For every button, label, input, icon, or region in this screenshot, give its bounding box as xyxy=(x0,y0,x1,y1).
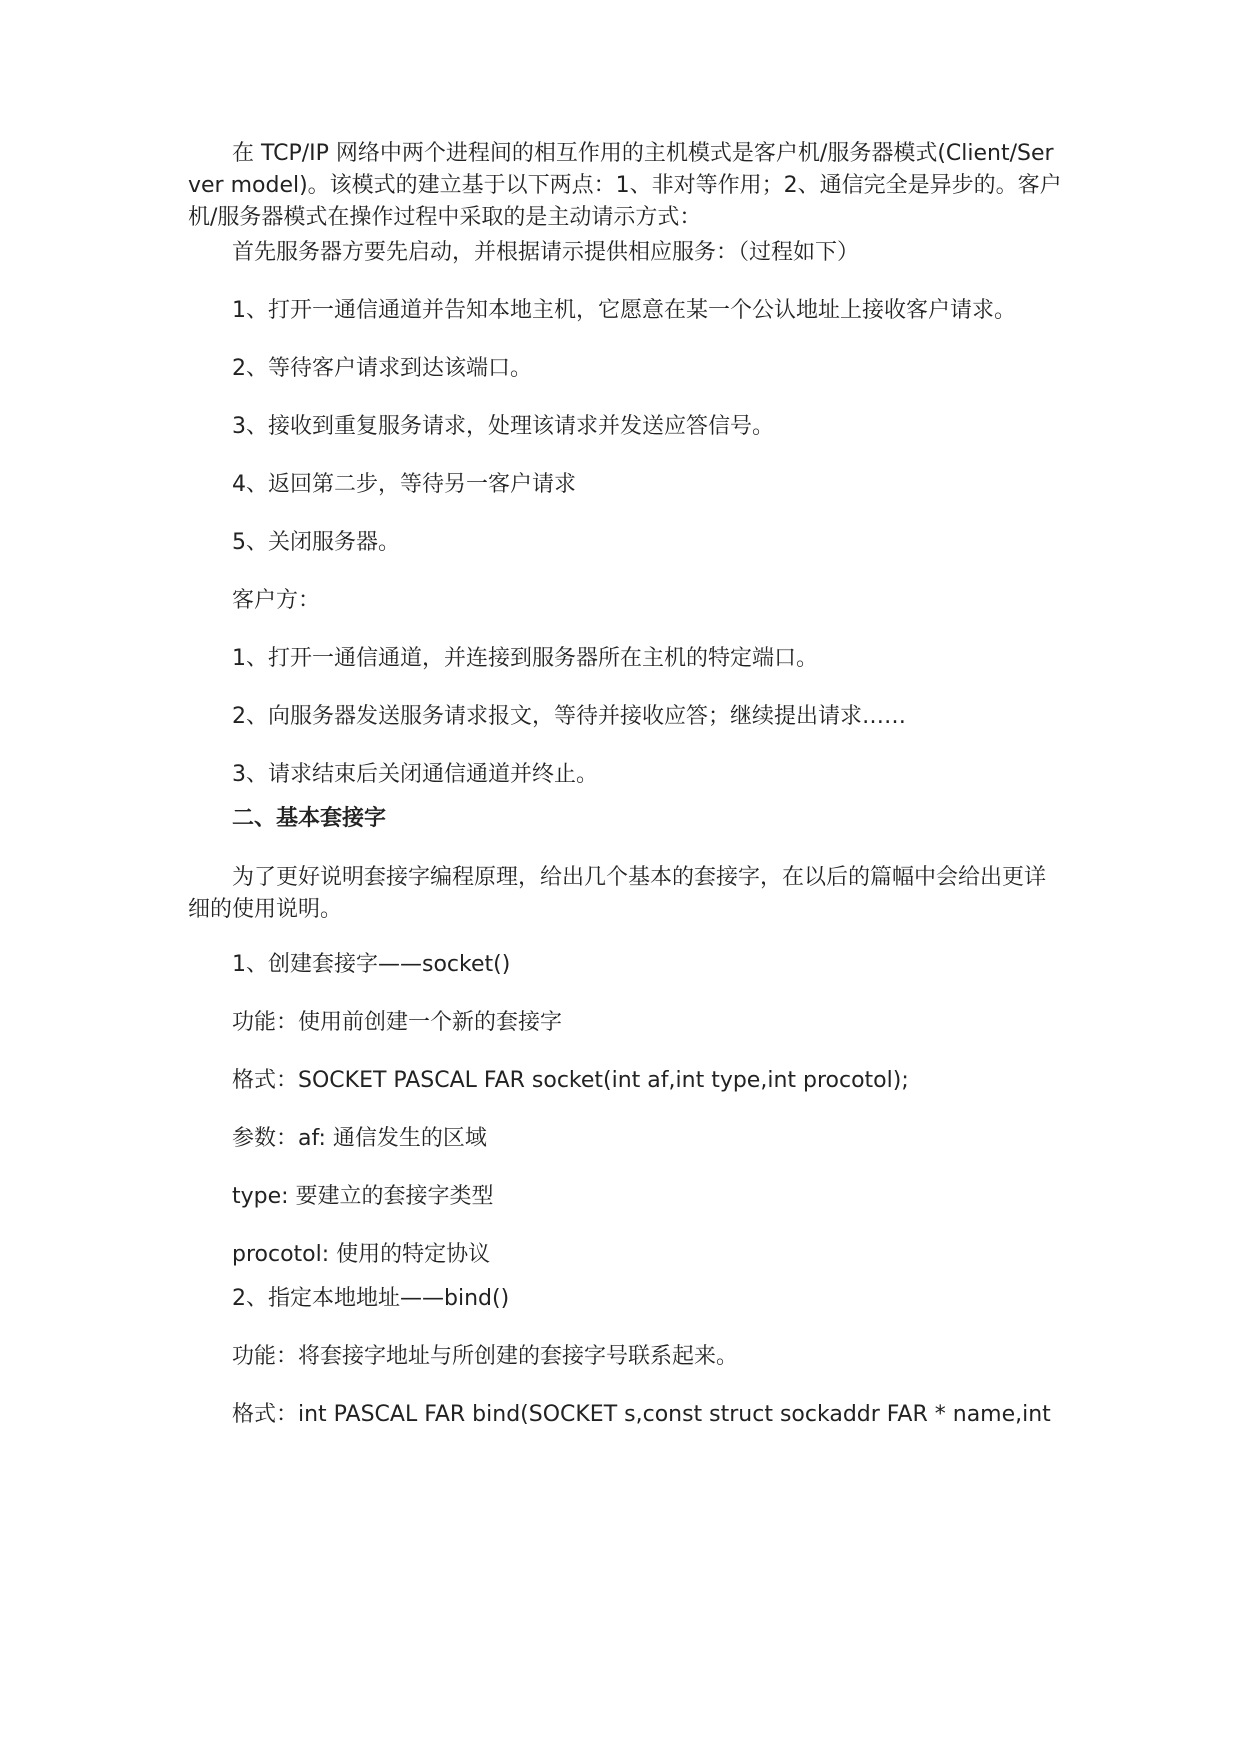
server-intro: 首先服务器方要先启动，并根据请示提供相应服务：（过程如下） xyxy=(232,240,860,265)
server-step-3: 3、接收到重复服务请求，处理该请求并发送应答信号。 xyxy=(232,414,774,439)
server-step-2: 2、等待客户请求到达该端口。 xyxy=(232,356,532,381)
server-step-5: 5、关闭服务器。 xyxy=(232,530,400,555)
socket-param-protocol: procotol: 使用的特定协议 xyxy=(232,1242,491,1267)
bind-title: 2、指定本地地址——bind() xyxy=(232,1286,510,1311)
intro-paragraph: 在 TCP/IP 网络中两个进程间的相互作用的主机模式是客户机/服务器模式(Client/Server model)。该模式的建立基于以下两点：1、非对等作用；2、通信完全是异步的。客户机/服务器模式在操作过程中采取的是主动请示方式： xyxy=(188,141,1062,230)
section-paragraph: 为了更好说明套接字编程原理，给出几个基本的套接字，在以后的篇幅中会给出更详细的使用说明。 xyxy=(188,865,1047,922)
socket-param-af: 参数：af: 通信发生的区域 xyxy=(232,1126,487,1151)
socket-title: 1、创建套接字——socket() xyxy=(232,952,511,977)
server-step-1: 1、打开一通信通道并告知本地主机，它愿意在某一个公认地址上接收客户请求。 xyxy=(232,298,1016,323)
section-heading: 二、基本套接字 xyxy=(232,806,387,831)
socket-format: 格式：SOCKET PASCAL FAR socket(int af,int type,int procotol); xyxy=(232,1068,909,1093)
socket-function: 功能：使用前创建一个新的套接字 xyxy=(232,1010,563,1035)
server-step-4: 4、返回第二步，等待另一客户请求 xyxy=(232,472,576,497)
socket-param-type: type: 要建立的套接字类型 xyxy=(232,1184,494,1209)
client-step-3: 3、请求结束后关闭通信通道并终止。 xyxy=(232,762,598,787)
bind-format: 格式：int PASCAL FAR bind(SOCKET s,const struct sockaddr FAR * name,int xyxy=(232,1402,1051,1427)
client-step-2: 2、向服务器发送服务请求报文，等待并接收应答；继续提出请求…… xyxy=(232,704,906,729)
client-step-1: 1、打开一通信通道，并连接到服务器所在主机的特定端口。 xyxy=(232,646,818,671)
bind-function: 功能：将套接字地址与所创建的套接字号联系起来。 xyxy=(232,1344,739,1369)
client-label: 客户方： xyxy=(232,588,321,613)
